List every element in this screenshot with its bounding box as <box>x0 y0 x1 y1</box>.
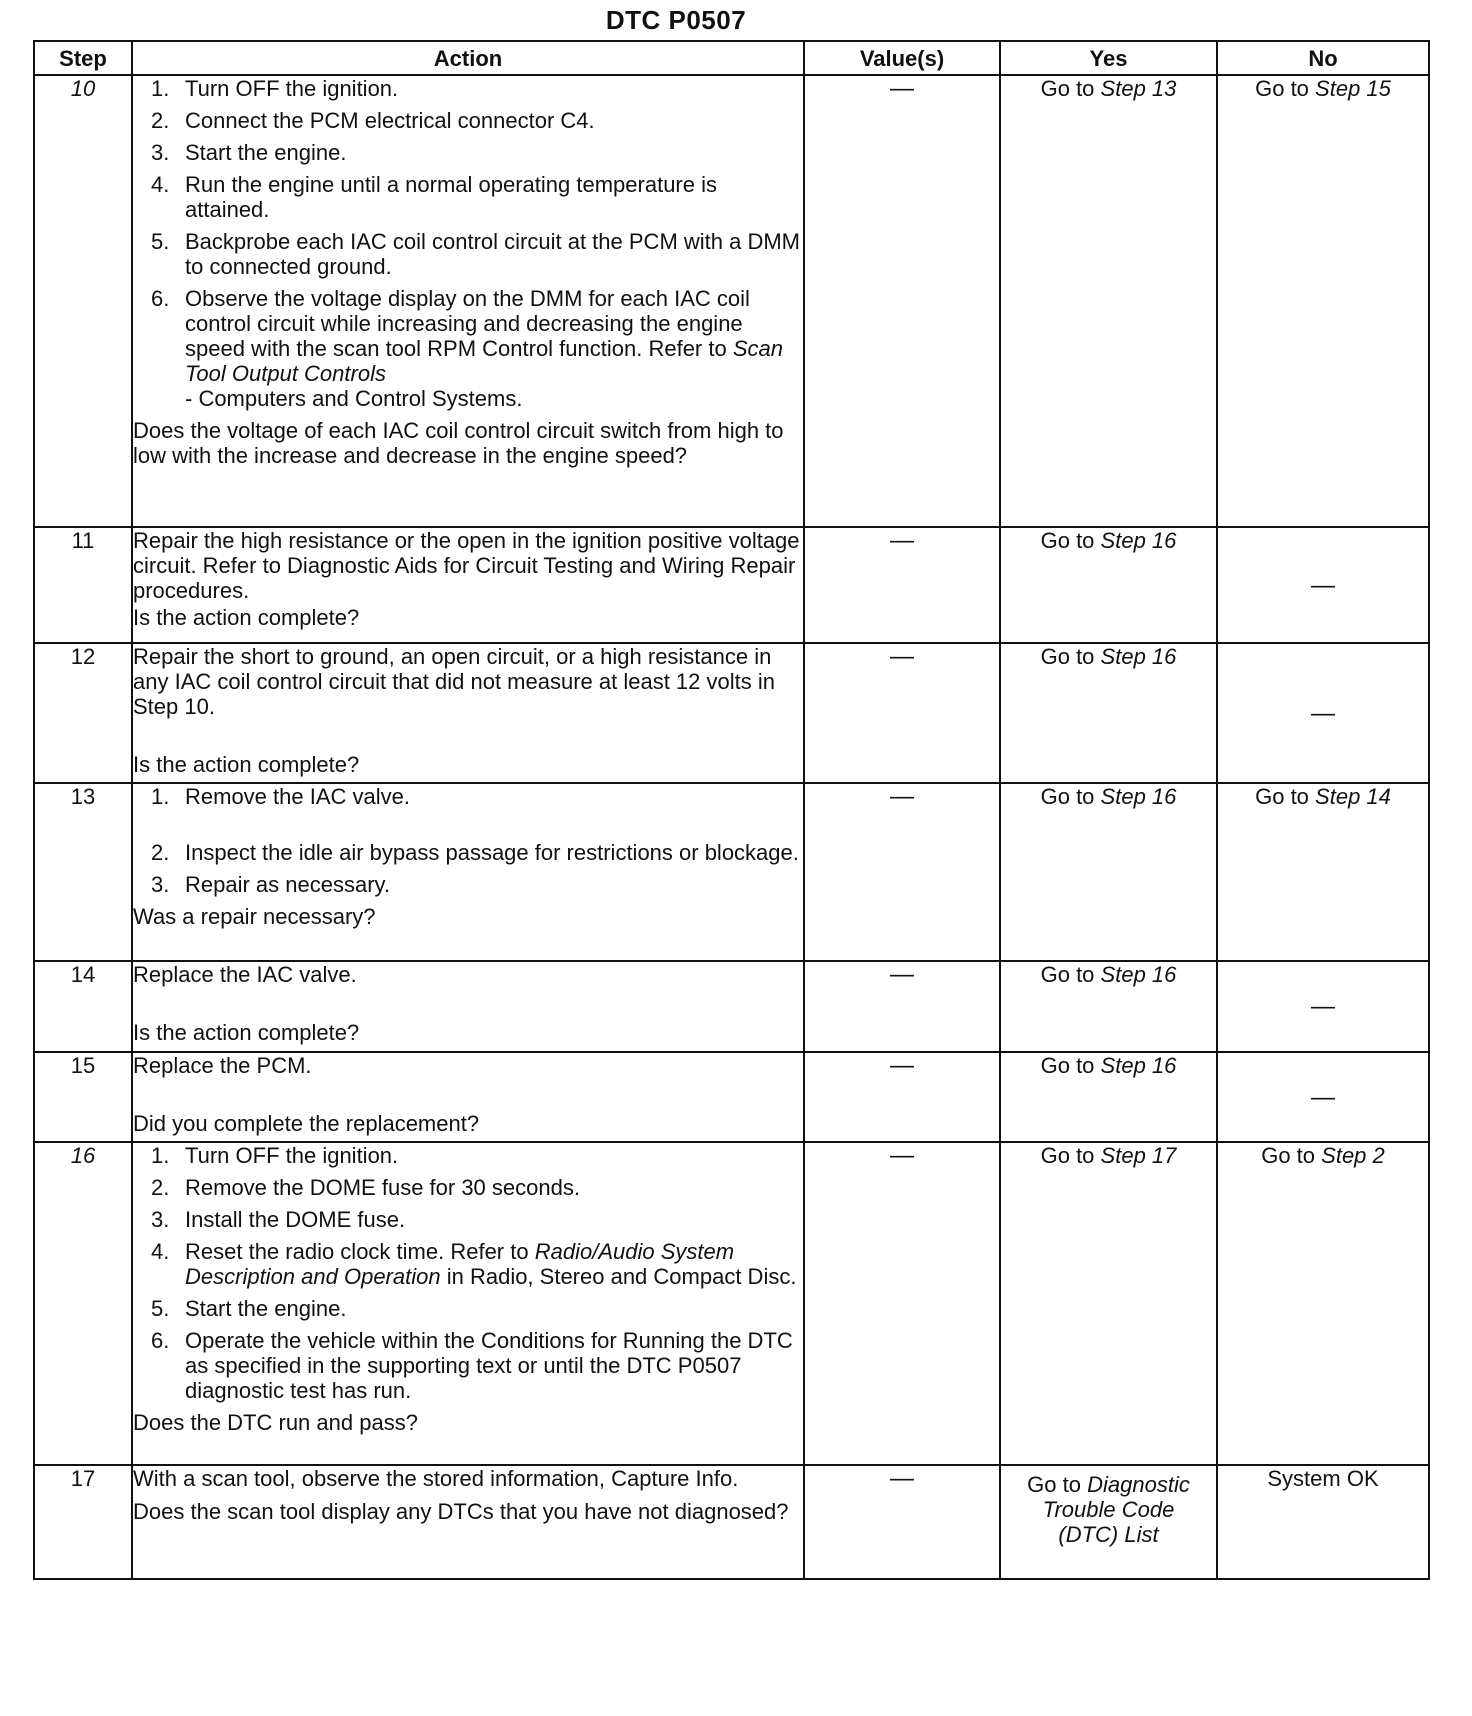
no-cell: Go to Step 2 <box>1217 1142 1429 1465</box>
list-item: 1. Remove the IAC valve. <box>151 784 410 809</box>
diagnostic-table <box>33 40 1430 1580</box>
action-question: Did you complete the replacement? <box>133 1111 480 1136</box>
no-cell: — <box>1217 643 1429 783</box>
value-cell: — <box>804 1465 1000 1579</box>
step-number: 12 <box>34 643 132 783</box>
action-list <box>133 1143 803 1403</box>
action-cell <box>132 1465 804 1579</box>
reference-link: Radio/Audio System Description and Operation <box>185 1239 735 1289</box>
header-action: Action <box>132 41 804 75</box>
action-question: Does the DTC run and pass? <box>133 1410 418 1435</box>
action-list <box>133 76 803 411</box>
action-cell <box>132 961 804 1052</box>
yes-cell: Go to Step 17 <box>1000 1142 1217 1465</box>
list-item: 2. Inspect the idle air bypass passage for restrictions or blockage. <box>151 840 799 865</box>
action-list <box>133 784 803 897</box>
list-item: 2. Remove the DOME fuse for 30 seconds. <box>151 1175 580 1200</box>
action-cell <box>132 527 804 643</box>
value-cell: — <box>804 1052 1000 1142</box>
step-number: 13 <box>34 783 132 961</box>
yes-cell: Go to Step 16 <box>1000 527 1217 643</box>
action-question: Does the scan tool display any DTCs that you have not diagnosed? <box>133 1499 789 1524</box>
value-cell: — <box>804 1142 1000 1465</box>
no-cell: — <box>1217 527 1429 643</box>
action-question: Is the action complete? <box>133 1020 360 1045</box>
action-cell <box>132 783 804 961</box>
list-item: 5. Start the engine. <box>151 1296 347 1321</box>
list-item: 5. Backprobe each IAC coil control circuit at the PCM with a DMM to connected ground. <box>151 229 801 279</box>
table-row-step-17 <box>34 1465 1429 1579</box>
action-cell <box>132 1052 804 1142</box>
action-question: Was a repair necessary? <box>133 904 376 929</box>
yes-cell: Go to Step 16 <box>1000 961 1217 1052</box>
action-text: With a scan tool, observe the stored information, Capture Info. <box>133 1466 739 1491</box>
action-cell <box>132 1142 804 1465</box>
yes-cell: Go to Diagnostic Trouble Code (DTC) List <box>1000 1465 1217 1579</box>
list-item: 2. Connect the PCM electrical connector C4. <box>151 108 595 133</box>
value-cell: — <box>804 75 1000 527</box>
list-item: 1. Turn OFF the ignition. <box>151 76 399 101</box>
list-item: 3. Install the DOME fuse. <box>151 1207 406 1232</box>
no-cell: Go to Step 14 <box>1217 783 1429 961</box>
header-values: Value(s) <box>804 41 1000 75</box>
list-item: 3. Repair as necessary. <box>151 872 391 897</box>
step-number: 14 <box>34 961 132 1052</box>
action-text: Repair the high resistance or the open in the ignition positive voltage circuit. Refer to Diagnostic Aids for Circuit Testing and Wiring Repair procedures. <box>133 528 800 603</box>
action-cell <box>132 75 804 527</box>
reference-link: Scan Tool Output Controls <box>185 336 783 386</box>
table-row-step-13 <box>34 783 1429 961</box>
page-title: DTC P0507 <box>605 5 747 35</box>
table-row-step-14 <box>34 961 1429 1052</box>
action-cell <box>132 643 804 783</box>
action-text: Repair the short to ground, an open circuit, or a high resistance in any IAC coil control circuit that did not measure at least 12 volts in Step 10. <box>133 644 775 719</box>
table-row-step-11 <box>34 527 1429 643</box>
header-row <box>34 41 1429 75</box>
list-item: 6. Observe the voltage display on the DMM for each IAC coil control circuit while increasing and decreasing the engine speed with the scan tool RPM Control function. Refer to Scan Tool Output Controls - Computers and Control Systems. <box>151 286 783 411</box>
step-number: 17 <box>34 1465 132 1579</box>
no-cell: System OK <box>1217 1465 1429 1579</box>
yes-cell: Go to Step 13 <box>1000 75 1217 527</box>
value-cell: — <box>804 961 1000 1052</box>
table-row-step-16 <box>34 1142 1429 1465</box>
yes-cell: Go to Step 16 <box>1000 1052 1217 1142</box>
action-question: Is the action complete? <box>133 752 360 777</box>
value-cell: — <box>804 783 1000 961</box>
list-item: 4. Reset the radio clock time. Refer to Radio/Audio System Description and Operation in Radio, Stereo and Compact Disc. <box>151 1239 797 1289</box>
header-yes: Yes <box>1000 41 1217 75</box>
action-text: Replace the IAC valve. <box>133 962 357 987</box>
yes-cell: Go to Step 16 <box>1000 783 1217 961</box>
table-row-step-15 <box>34 1052 1429 1142</box>
yes-cell: Go to Step 16 <box>1000 643 1217 783</box>
action-question: Is the action complete? <box>133 605 360 630</box>
list-item: 3. Start the engine. <box>151 140 347 165</box>
list-item: 1. Turn OFF the ignition. <box>151 1143 399 1168</box>
action-text: Replace the PCM. <box>133 1053 312 1078</box>
no-cell: — <box>1217 961 1429 1052</box>
table-row-step-12 <box>34 643 1429 783</box>
action-question: Does the voltage of each IAC coil control circuit switch from high to low with the increase and decrease in the engine speed? <box>133 418 784 468</box>
step-number: 10 <box>34 75 132 527</box>
header-step: Step <box>34 41 132 75</box>
no-cell: Go to Step 15 <box>1217 75 1429 527</box>
value-cell: — <box>804 643 1000 783</box>
step-number: 16 <box>34 1142 132 1465</box>
value-cell: — <box>804 527 1000 643</box>
header-no: No <box>1217 41 1429 75</box>
list-item: 4. Run the engine until a normal operating temperature is attained. <box>151 172 717 222</box>
no-cell: — <box>1217 1052 1429 1142</box>
step-number: 11 <box>34 527 132 643</box>
step-number: 15 <box>34 1052 132 1142</box>
list-item: 6. Operate the vehicle within the Conditions for Running the DTC as specified in the supporting text or until the DTC P0507 diagnostic test has run. <box>151 1328 793 1403</box>
table-row-step-10 <box>34 75 1429 527</box>
